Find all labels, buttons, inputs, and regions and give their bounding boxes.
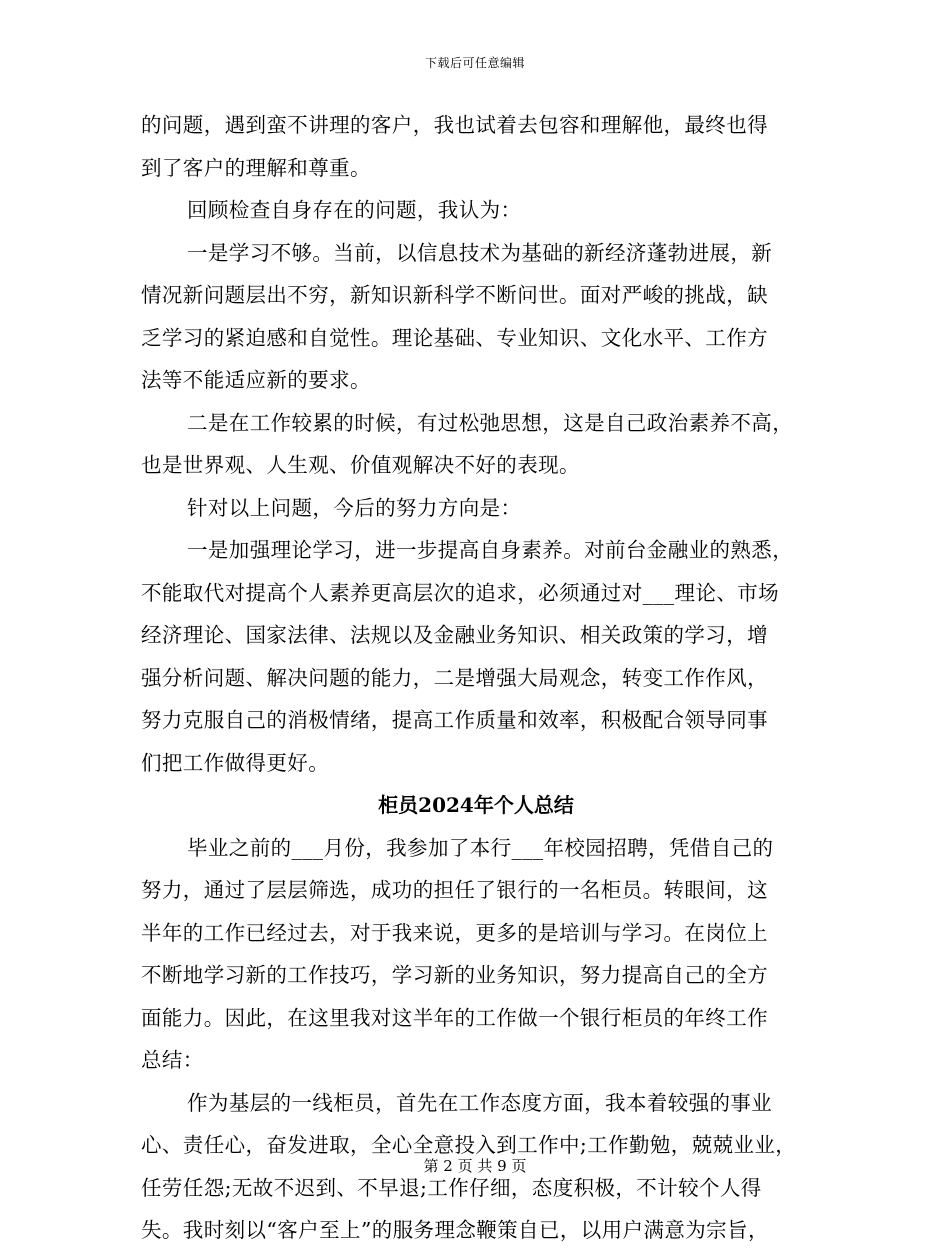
- paragraph-line: 也是世界观、人生观、价值观解决不好的表现。: [141, 453, 580, 477]
- paragraph-line: 回顾检查自身存在的问题，我认为：: [187, 198, 522, 222]
- paragraph-line: 任劳任怨;无故不迟到、不早退;工作仔细，态度积极，不计较个人得: [141, 1175, 762, 1200]
- paragraph-line: 不断地学习新的工作技巧，学习新的业务知识，努力提高自己的全方: [141, 963, 768, 987]
- paragraph-line: 一是学习不够。当前，以信息技术为基础的新经济蓬勃进展，新: [187, 240, 773, 265]
- paragraph-line: 心、责任心，奋发进取，全心全意投入到工作中;工作勤勉，兢兢业业，: [141, 1133, 797, 1157]
- paragraph-line: 经济理论、国家法律、法规以及金融业务知识、相关政策的学习，增: [141, 623, 768, 647]
- paragraph-line: 作为基层的一线柜员，首先在工作态度方面，我本着较强的事业: [187, 1090, 773, 1115]
- section-title: 柜员2024年个人总结: [378, 793, 574, 817]
- paragraph-line: 面能力。因此，在这里我对这半年的工作做一个银行柜员的年终工作: [141, 1005, 768, 1030]
- paragraph-line: 针对以上问题，今后的努力方向是：: [187, 495, 522, 520]
- paragraph-line: 法等不能适应新的要求。: [141, 368, 371, 392]
- paragraph-line: 努力，通过了层层筛选，成功的担任了银行的一名柜员。转眼间，这: [141, 878, 768, 902]
- paragraph-line: 一是加强理论学习，进一步提高自身素养。对前台金融业的熟悉，: [187, 538, 794, 562]
- paragraph-line: 总结：: [141, 1048, 204, 1072]
- paragraph-line: 到了客户的理解和尊重。: [141, 155, 371, 180]
- paragraph-line: 毕业之前的___月份，我参加了本行___年校园招聘，凭借自己的: [187, 835, 774, 860]
- paragraph-line: 失。我时刻以“客户至上”的服务理念鞭策自已，以用户满意为宗旨，: [141, 1218, 769, 1242]
- page-number: 第 2 页 共 9 页: [423, 1157, 527, 1175]
- paragraph-line: 强分析问题、解决问题的能力，二是增强大局观念，转变工作作风，: [141, 665, 768, 690]
- paragraph-line: 情况新问题层出不穷，新知识新科学不断问世。面对严峻的挑战，缺: [141, 283, 768, 307]
- paragraph-line: 二是在工作较累的时候，有过松弛思想，这是自己政治素养不高，: [187, 410, 794, 435]
- paragraph-line: 努力克服自己的消极情绪，提高工作质量和效率，积极配合领导同事: [141, 708, 768, 732]
- paragraph-line: 们把工作做得更好。: [141, 750, 330, 775]
- document-body: [141, 104, 811, 1252]
- paragraph-line: 乏学习的紧迫感和自觉性。理论基础、专业知识、文化水平、工作方: [141, 325, 768, 350]
- header-note: 下载后可任意编辑: [424, 56, 525, 70]
- paragraph-line: 半年的工作已经过去，对于我来说，更多的是培训与学习。在岗位上: [141, 920, 768, 945]
- paragraph-line: 的问题，遇到蛮不讲理的客户，我也试着去包容和理解他，最终也得: [141, 113, 768, 137]
- paragraph-line: 不能取代对提高个人素养更高层次的追求，必须通过对___理论、市场: [141, 580, 780, 605]
